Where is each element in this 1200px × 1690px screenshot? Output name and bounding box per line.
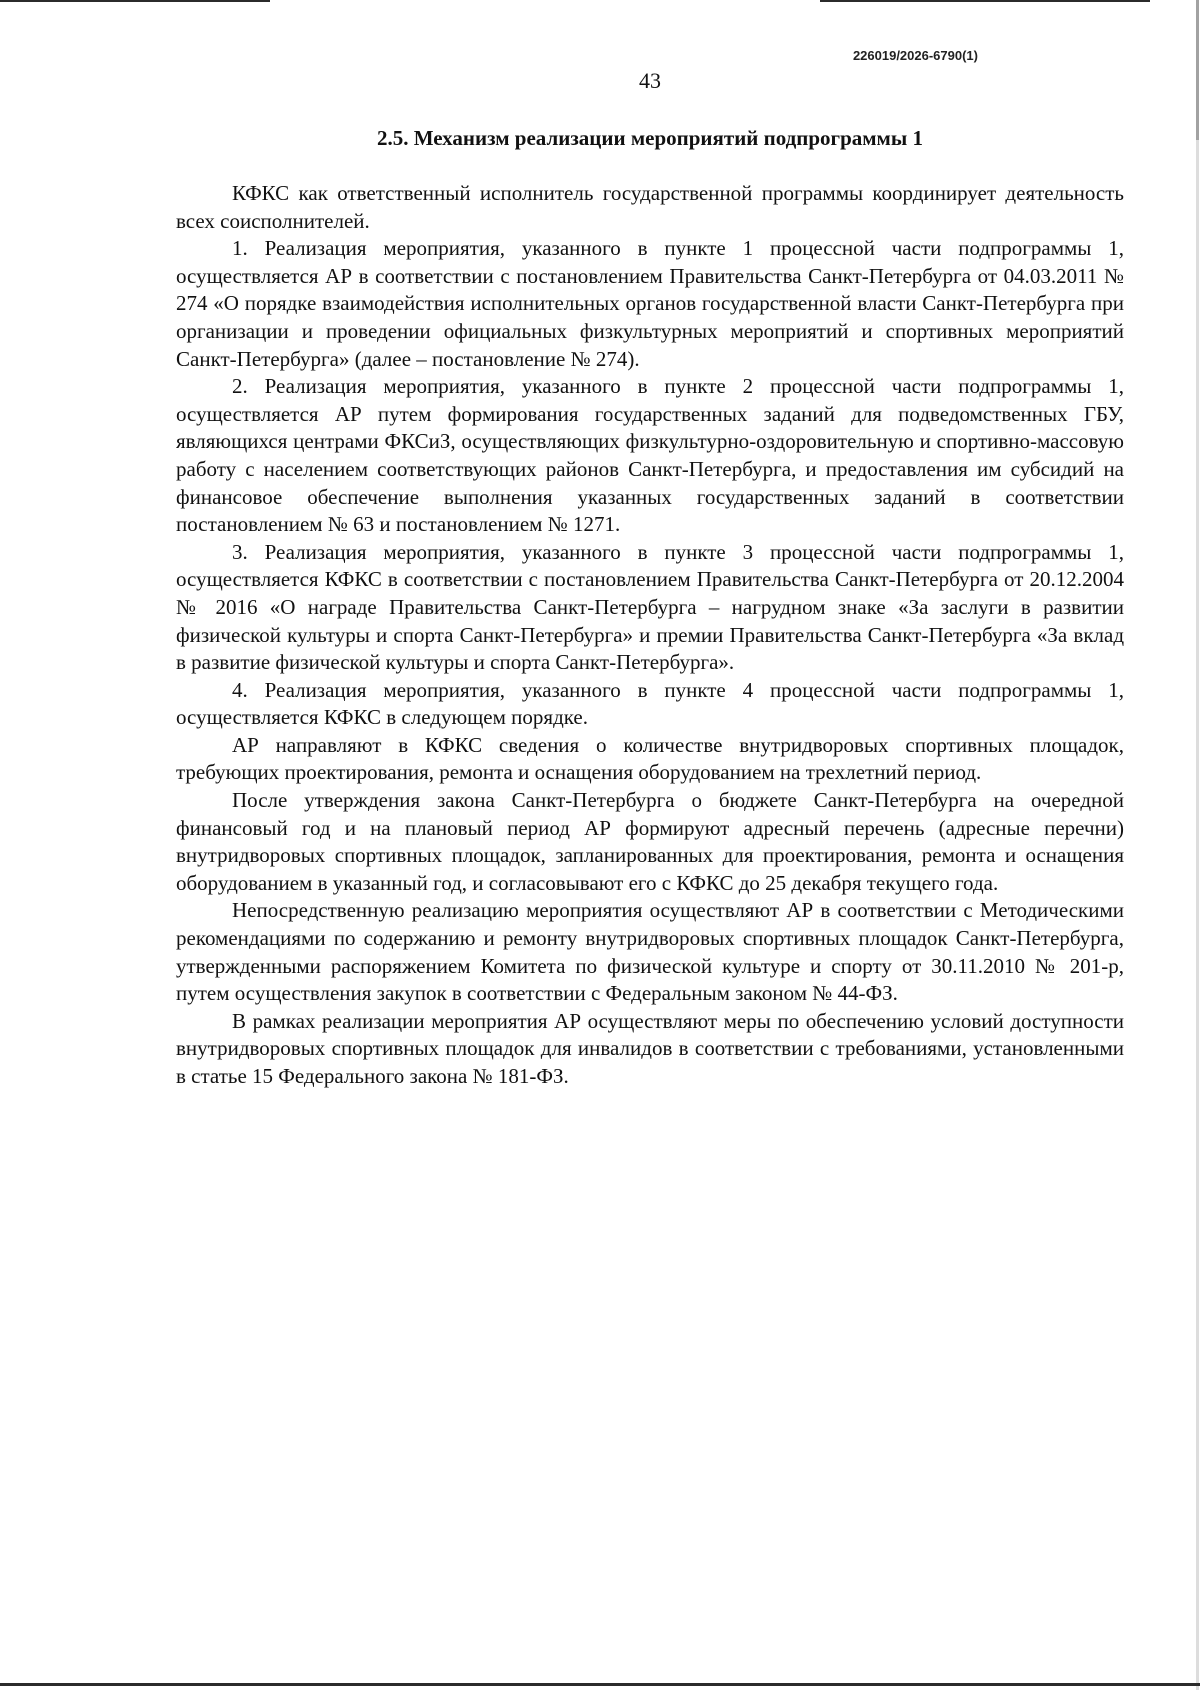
scan-edge-top-left: [0, 0, 270, 2]
paragraph: 1. Реализация мероприятия, указанного в пункте 1 процессной части подпрограммы 1, осуществляется АР в соответствии с постановлением Правительства Санкт-Петербурга от 04.03.2011 № 274 «О порядке взаимодействия исполнительных органов государственной власти Санкт-Петербурга при организации и проведении официальных физкультурных мероприятий и спортивных мероприятий Санкт-Петербурга» (далее – постановление № 274).: [176, 236, 1124, 371]
paragraph: После утверждения закона Санкт-Петербурга о бюджете Санкт-Петербурга на очередной финансовый год и на плановый период АР формируют адресный перечень (адресные перечни) внутридворовых спортивных площадок, запланированных для проектирования, ремонта и оснащения оборудованием в указанный год, и согласовывают его с КФКС до 25 декабря текущего года.: [176, 788, 1124, 895]
paragraph: 4. Реализация мероприятия, указанного в пункте 4 процессной части подпрограммы 1, осуществляется КФКС в следующем порядке.: [176, 677, 1124, 730]
paragraph: АР направляют в КФКС сведения о количестве внутридворовых спортивных площадок, требующих проектирования, ремонта и оснащения оборудованием на трехлетний период.: [176, 732, 1124, 785]
scan-edge-right: [1196, 0, 1199, 1690]
document-body: [176, 180, 1124, 1091]
section-title: 2.5. Механизм реализации мероприятий подпрограммы 1: [376, 126, 924, 150]
page-number: 43: [639, 68, 661, 93]
paragraph: Непосредственную реализацию мероприятия осуществляют АР в соответствии с Методическими рекомендациями по содержанию и ремонту внутридворовых спортивных площадок Санкт-Петербурга, утвержденными распоряжением Комитета по физической культуре и спорту от 30.11.2010 № 201-р, путем осуществления закупок в соответствии с Федеральным законом № 44-ФЗ.: [176, 898, 1124, 1006]
document-id: 226019/2026-6790(1): [852, 48, 978, 63]
paragraph: КФКС как ответственный исполнитель государственной программы координирует деятельность всех соисполнителей.: [176, 181, 1124, 233]
paragraph: В рамках реализации мероприятия АР осуществляют меры по обеспечению условий доступности внутридворовых спортивных площадок для инвалидов в соответствии с требованиями, установленными в статье 15 Федерального закона № 181-ФЗ.: [176, 1008, 1124, 1088]
paragraph: 3. Реализация мероприятия, указанного в пункте 3 процессной части подпрограммы 1, осуществляется КФКС в соответствии с постановлением Правительства Санкт-Петербурга от 20.12.2004 № 2016 «О награде Правительства Санкт-Петербурга – нагрудном знаке «За заслуги в развитии физической культуры и спорта Санкт-Петербурга» и премии Правительства Санкт-Петербурга «За вклад в развитие физической культуры и спорта Санкт-Петербурга».: [176, 539, 1124, 675]
scan-edge-bottom: [0, 1683, 1200, 1686]
scan-edge-top-right: [820, 0, 1150, 2]
paragraph: 2. Реализация мероприятия, указанного в пункте 2 процессной части подпрограммы 1, осуществляется АР путем формирования государственных заданий для подведомственных ГБУ, являющихся центрами ФКСиЗ, осуществляющих физкультурно-оздоровительную и спортивно-массовую работу с населением соответствующих районов Санкт-Петербурга, и предоставления им субсидий на финансовое обеспечение выполнения указанных государственных заданий в соответствии постановлением № 63 и постановлением № 1271.: [176, 374, 1124, 537]
